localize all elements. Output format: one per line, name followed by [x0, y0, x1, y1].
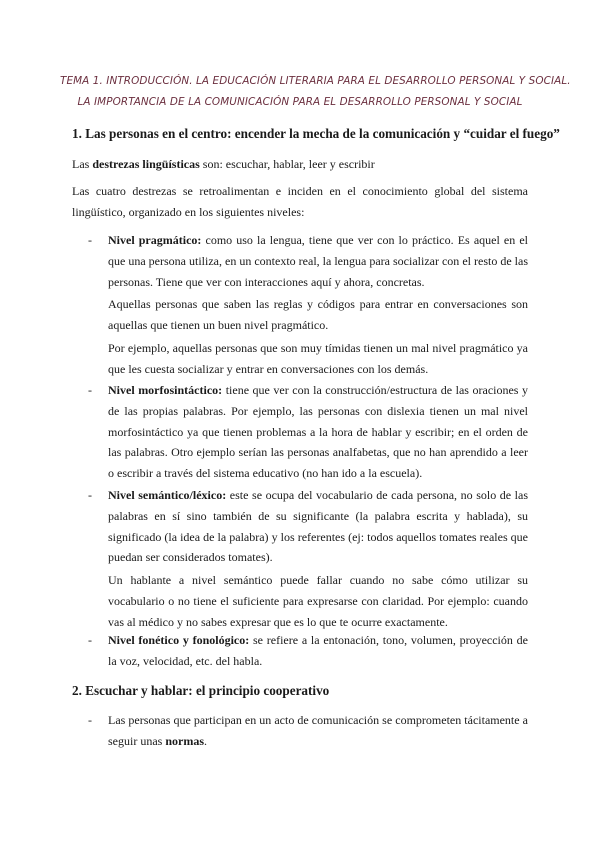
skills-paragraph	[72, 154, 528, 175]
item-end: .	[204, 733, 207, 748]
list-dash: -	[88, 713, 92, 727]
list-dash: -	[88, 383, 92, 397]
item-text: tiene que ver con la construcción/estructura de las oraciones y de las propias palabras. Por ejemplo, las personas con dislexia tienen un mal nivel morfosintáctico ya que tienen problemas a la hora de hablar y escribir; en el orden de las palabras. Otro ejemplo serían las personas analfabetas, que no han aprendido a leer o escribir a través del sistema educativo (no han ido a la escuela).	[108, 383, 529, 481]
section-2-heading: 2. Escuchar y hablar: el principio cooperativo	[72, 683, 330, 698]
skills-prefix: Las	[72, 157, 93, 171]
list-item-morphosyntactic	[108, 380, 528, 484]
list-item-phonetic	[108, 630, 528, 672]
document-title-line-2: LA IMPORTANCIA DE LA COMUNICACIÓN PARA EL DESARROLLO PERSONAL Y SOCIAL	[77, 96, 523, 108]
list-item-cooperative	[108, 710, 528, 752]
item-extra: Aquellas personas que saben las reglas y códigos para entrar en conversaciones son aquellas que tienen un buen nivel pragmático.	[108, 297, 528, 333]
item-bold: Nivel semántico/léxico:	[108, 488, 227, 502]
item-bold: Nivel morfosintáctico:	[108, 383, 223, 397]
item-text: este se ocupa del vocabulario de cada persona, no solo de las palabras en sí sino también de su significante (la palabra escrita y hablada), su significado (la idea de la palabra) y los referentes (ej: todos aquellos tomates reales que puedan ser considerados tomates).	[108, 488, 529, 565]
item-bold: Nivel fonético y fonológico:	[108, 633, 250, 647]
item-text: Las personas que participan en un acto de comunicación se comprometen tácitamente a seguir unas	[108, 713, 528, 748]
list-dash: -	[88, 633, 92, 647]
section-1-heading: 1. Las personas en el centro: encender la mecha de la comunicación y “cuidar el fuego”	[72, 126, 560, 141]
item-extra: Un hablante a nivel semántico puede fallar cuando no sabe cómo utilizar su vocabulario o no tiene el suficiente para expresarse con claridad. Por ejemplo: cuando vas al médico y no sabes expresar que es lo que te ocurre exactamente.	[108, 573, 528, 629]
item-bold: Nivel pragmático:	[108, 233, 202, 247]
list-dash: -	[88, 488, 92, 502]
skills-bold: destrezas lingüísticas	[92, 157, 200, 171]
item-extra: Por ejemplo, aquellas personas que son muy tímidas tienen un mal nivel pragmático ya que les cuesta socializar y entrar en conversaciones con los demás.	[108, 340, 528, 376]
item-text: como uso la lengua, tiene que ver con lo práctico. Es aquel en el que una persona utiliza, en un contexto real, la lengua para socializar con el resto de las personas. Tiene que ver con interacciones aquí y ahora, concretas.	[108, 233, 528, 289]
list-item-pragmatic	[108, 230, 528, 380]
item-text: se refiere a la entonación, tono, volumen, proyección de la voz, velocidad, etc. del habla.	[108, 633, 528, 668]
list-dash: -	[88, 233, 92, 247]
list-item-semantic	[108, 485, 528, 633]
intro-paragraph: Las cuatro destrezas se retroalimentan e inciden en el conocimiento global del sistema lingüístico, organizado en los siguientes niveles:	[72, 184, 528, 219]
item-bold: normas	[165, 733, 204, 748]
document-title-line-1: TEMA 1. INTRODUCCIÓN. LA EDUCACIÓN LITERARIA PARA EL DESARROLLO PERSONAL Y SOCIAL.	[60, 75, 571, 87]
skills-rest: son: escuchar, hablar, leer y escribir	[199, 157, 375, 171]
